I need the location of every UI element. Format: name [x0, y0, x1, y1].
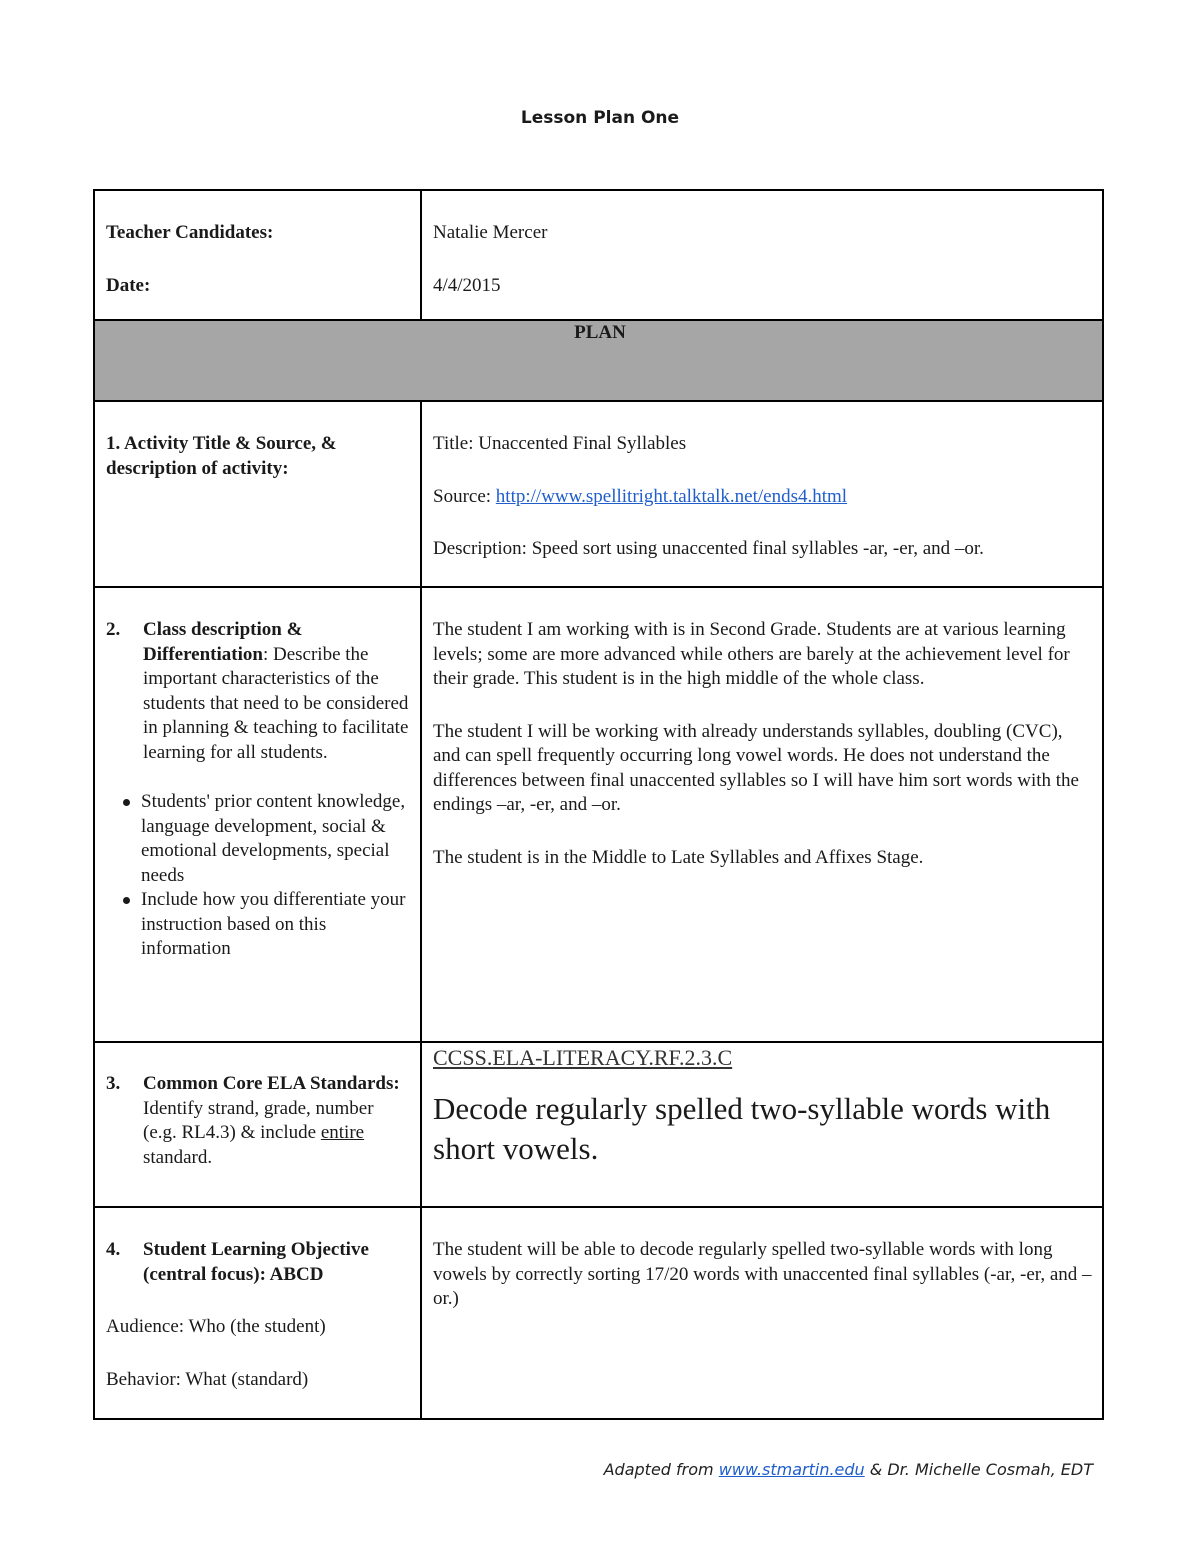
class-description-rest: : Describe the important characteristics of the students that need to be considered in planning & teaching to facilitate learning for all students. — [143, 643, 409, 763]
footer-attribution — [604, 1460, 1093, 1479]
class-description-label-cell — [94, 587, 421, 1042]
activity-title — [433, 432, 1094, 457]
standards-text — [143, 1072, 412, 1170]
footer-prefix: Adapted from — [603, 1460, 719, 1479]
objective-bold: Student Learning Objective (central focus): ABCD — [143, 1239, 369, 1285]
objective-label — [106, 1238, 412, 1287]
objective-row — [94, 1207, 1103, 1419]
standards-label-cell — [94, 1042, 421, 1207]
plan-header-row — [94, 320, 1103, 401]
class-paragraph: The student I will be working with already understands syllables, doubling (CVC), and can spell frequently occurring long vowel words. He does not understand the differences between final unaccented syllables so I will have him sort words with the endings –ar, -er, and –or. — [433, 720, 1079, 815]
plan-label: PLAN — [94, 320, 1103, 401]
item-number: 3. — [106, 1073, 121, 1094]
footer-link[interactable]: www.stmartin.edu — [718, 1460, 865, 1479]
standards-rest-1: Identify strand, grade, number (e.g. RL4.3) & include — [143, 1097, 374, 1143]
activity-row — [94, 401, 1103, 587]
teacher-candidates-label: Teacher Candidates: — [106, 222, 274, 243]
objective-label-cell — [94, 1207, 421, 1419]
objective-text: The student will be able to decode regularly spelled two-syllable words with long vowels by correctly sorting 17/20 words with unaccented final syllables (-ar, -er, and –or.) — [433, 1239, 1092, 1309]
activity-value-cell — [421, 401, 1103, 587]
lesson-plan-table — [93, 189, 1104, 1420]
item-number: 2. — [106, 619, 121, 640]
header-label-cell — [94, 190, 421, 320]
activity-title-value: Unaccented Final Syllables — [478, 433, 687, 454]
objective-value-cell — [421, 1207, 1103, 1419]
standard-text: Decode regularly spelled two-syllable words with short vowels. — [433, 1091, 1051, 1166]
class-description-text — [143, 618, 412, 765]
class-paragraph: The student is in the Middle to Late Syllables and Affixes Stage. — [433, 846, 924, 868]
class-description-row — [94, 587, 1103, 1042]
activity-title-prefix: Title: — [433, 433, 479, 454]
class-paragraph: The student I am working with is in Second Grade. Students are at various learning levels; some are more advanced while others are barely at the achievement level for their grade. This student is in the high middle of the whole class. — [433, 619, 1070, 689]
activity-description-prefix: Description: — [433, 538, 532, 559]
activity-description-value: Speed sort using unaccented final syllables -ar, -er, and –or. — [531, 538, 984, 559]
activity-source-link[interactable]: http://www.spellitright.talktalk.net/ends4.html — [495, 485, 848, 507]
header-value-cell — [421, 190, 1103, 320]
standards-underlined: entire — [320, 1122, 365, 1143]
standards-label — [106, 1072, 412, 1170]
date-label: Date: — [106, 274, 151, 296]
bullet-item: Students' prior content knowledge, language development, social & emotional developments, special needs — [123, 790, 412, 888]
page-title: Lesson Plan One — [520, 108, 680, 128]
item-number: 4. — [106, 1239, 121, 1260]
class-description-bold: Class description & Differentiation — [143, 619, 303, 665]
standard-code: CCSS.ELA-LITERACY.RF.2.3.C — [433, 1045, 733, 1070]
activity-label-cell — [94, 401, 421, 587]
standards-bold: Common Core ELA Standards: — [143, 1073, 400, 1094]
bullet-item: Include how you differentiate your instruction based on this information — [123, 888, 412, 962]
activity-source — [433, 485, 1094, 510]
standards-value-cell — [421, 1042, 1103, 1207]
class-description-value-cell — [421, 587, 1103, 1042]
activity-description — [433, 537, 1094, 562]
standards-rest-2: standard. — [143, 1146, 213, 1168]
date-value: 4/4/2015 — [433, 274, 501, 296]
header-row — [94, 190, 1103, 320]
footer-suffix: & Dr. Michelle Cosmah, EDT — [864, 1460, 1093, 1479]
standards-row — [94, 1042, 1103, 1207]
teacher-candidates-value: Natalie Mercer — [433, 222, 548, 243]
behavior-line: Behavior: What (standard) — [106, 1368, 309, 1390]
audience-line: Audience: Who (the student) — [106, 1316, 326, 1337]
activity-label: 1. Activity Title & Source, & description of activity: — [106, 433, 337, 479]
activity-source-prefix: Source: — [433, 485, 496, 507]
class-description-label — [106, 618, 412, 765]
class-description-bullets — [106, 790, 412, 962]
